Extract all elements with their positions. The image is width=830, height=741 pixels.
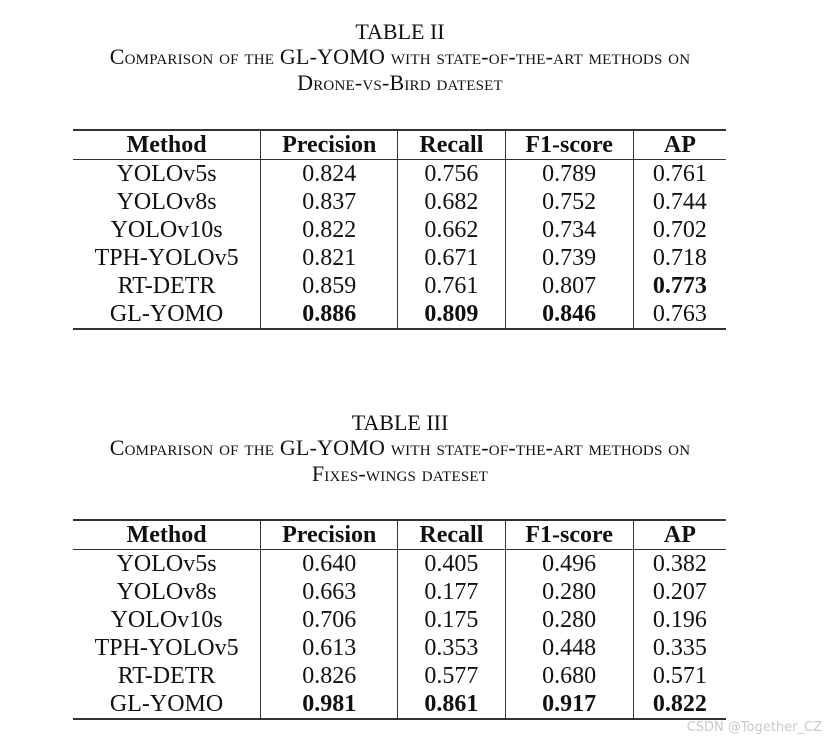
cell-recall: 0.671 [398,244,505,272]
cell-precision: 0.821 [261,244,398,272]
col-header-ap: AP [633,130,726,160]
cell-method: YOLOv5s [73,160,261,189]
cell-ap: 0.761 [652,161,707,187]
cell-method: GL-YOMO [73,690,261,719]
table-row [73,244,726,272]
col-header-precision: Precision [261,520,398,550]
cell-recall: 0.761 [398,272,505,300]
caption-text: with state-of-the-art methods on [385,435,691,460]
col-header-method: Method [73,130,261,160]
cell-ap: 0.744 [652,189,707,215]
caption-model-name: GL-YOMO [279,435,386,460]
cell-method: RT-DETR [73,662,261,690]
cell-ap: 0.196 [652,607,707,633]
cell-recall: 0.662 [398,216,505,244]
cell-method: TPH-YOLOv5 [73,244,261,272]
table-row [73,662,726,690]
col-header-recall: Recall [398,130,505,160]
cell-f1: 0.496 [505,550,633,579]
cell-f1: 0.752 [505,188,633,216]
cell-ap: 0.718 [652,245,707,271]
table-row [73,272,726,300]
cell-ap: 0.207 [652,579,707,605]
table-3-caption [0,411,800,487]
table-row [73,550,726,579]
table-3-caption-line2: Fixes-wings dateset [311,461,489,486]
cell-recall: 0.577 [398,662,505,690]
cell-method: YOLOv8s [73,578,261,606]
table-row [73,160,726,189]
watermark: CSDN @Together_CZ [686,720,822,735]
cell-precision: 0.822 [261,216,398,244]
table-2-caption-line2: Drone-vs-Bird dateset [297,70,503,95]
cell-method: YOLOv10s [73,606,261,634]
cell-recall-best: 0.809 [398,300,505,329]
table-row [73,300,726,329]
table-header-row [73,520,726,550]
cell-recall: 0.175 [398,606,505,634]
cell-ap-best: 0.822 [633,690,726,719]
table-2-drone-vs-bird [73,129,726,330]
cell-f1-best: 0.917 [505,690,633,719]
col-header-ap: AP [633,520,726,550]
col-header-f1: F1-score [505,520,633,550]
caption-text: with state-of-the-art methods on [385,44,691,69]
table-2-caption [0,20,800,96]
caption-text: Comparison of the [109,44,280,69]
cell-method: RT-DETR [73,272,261,300]
cell-recall-best: 0.861 [398,690,505,719]
cell-method: GL-YOMO [73,300,261,329]
table-row [73,216,726,244]
cell-recall: 0.405 [398,550,505,579]
cell-recall: 0.756 [398,160,505,189]
cell-f1: 0.739 [505,244,633,272]
cell-ap: 0.382 [652,551,707,577]
cell-precision: 0.859 [261,272,398,300]
table-row [73,606,726,634]
col-header-method: Method [73,520,261,550]
table-row [73,690,726,719]
col-header-f1: F1-score [505,130,633,160]
cell-ap: 0.702 [652,217,707,243]
cell-f1-best: 0.846 [505,300,633,329]
cell-recall: 0.177 [398,578,505,606]
cell-f1: 0.280 [505,578,633,606]
table-row [73,188,726,216]
cell-precision-best: 0.981 [261,690,398,719]
cell-precision: 0.640 [261,550,398,579]
table-3-caption-line1 [0,435,800,461]
table-header-row [73,130,726,160]
cell-method: YOLOv10s [73,216,261,244]
col-header-precision: Precision [261,130,398,160]
cell-f1: 0.448 [505,634,633,662]
cell-ap: 0.763 [633,300,726,329]
table-3-number: TABLE III [351,410,449,435]
cell-precision-best: 0.886 [261,300,398,329]
cell-method: YOLOv8s [73,188,261,216]
caption-text: Comparison of the [109,435,280,460]
cell-ap: 0.571 [652,663,707,689]
cell-precision: 0.613 [261,634,398,662]
cell-precision: 0.706 [261,606,398,634]
caption-model-name: GL-YOMO [279,44,386,69]
cell-recall: 0.353 [398,634,505,662]
cell-f1: 0.789 [505,160,633,189]
cell-recall: 0.682 [398,188,505,216]
cell-ap-best: 0.773 [652,273,707,299]
table-3-fixes-wings [73,519,726,720]
cell-f1: 0.807 [505,272,633,300]
cell-precision: 0.837 [261,188,398,216]
table-2-caption-line1 [0,44,800,70]
cell-precision: 0.824 [261,160,398,189]
table-2-number: TABLE II [355,19,445,44]
table-row [73,634,726,662]
cell-precision: 0.663 [261,578,398,606]
cell-method: TPH-YOLOv5 [73,634,261,662]
cell-f1: 0.680 [505,662,633,690]
table-row [73,578,726,606]
cell-ap: 0.335 [652,635,707,661]
col-header-recall: Recall [398,520,505,550]
cell-f1: 0.734 [505,216,633,244]
cell-method: YOLOv5s [73,550,261,579]
cell-precision: 0.826 [261,662,398,690]
cell-f1: 0.280 [505,606,633,634]
